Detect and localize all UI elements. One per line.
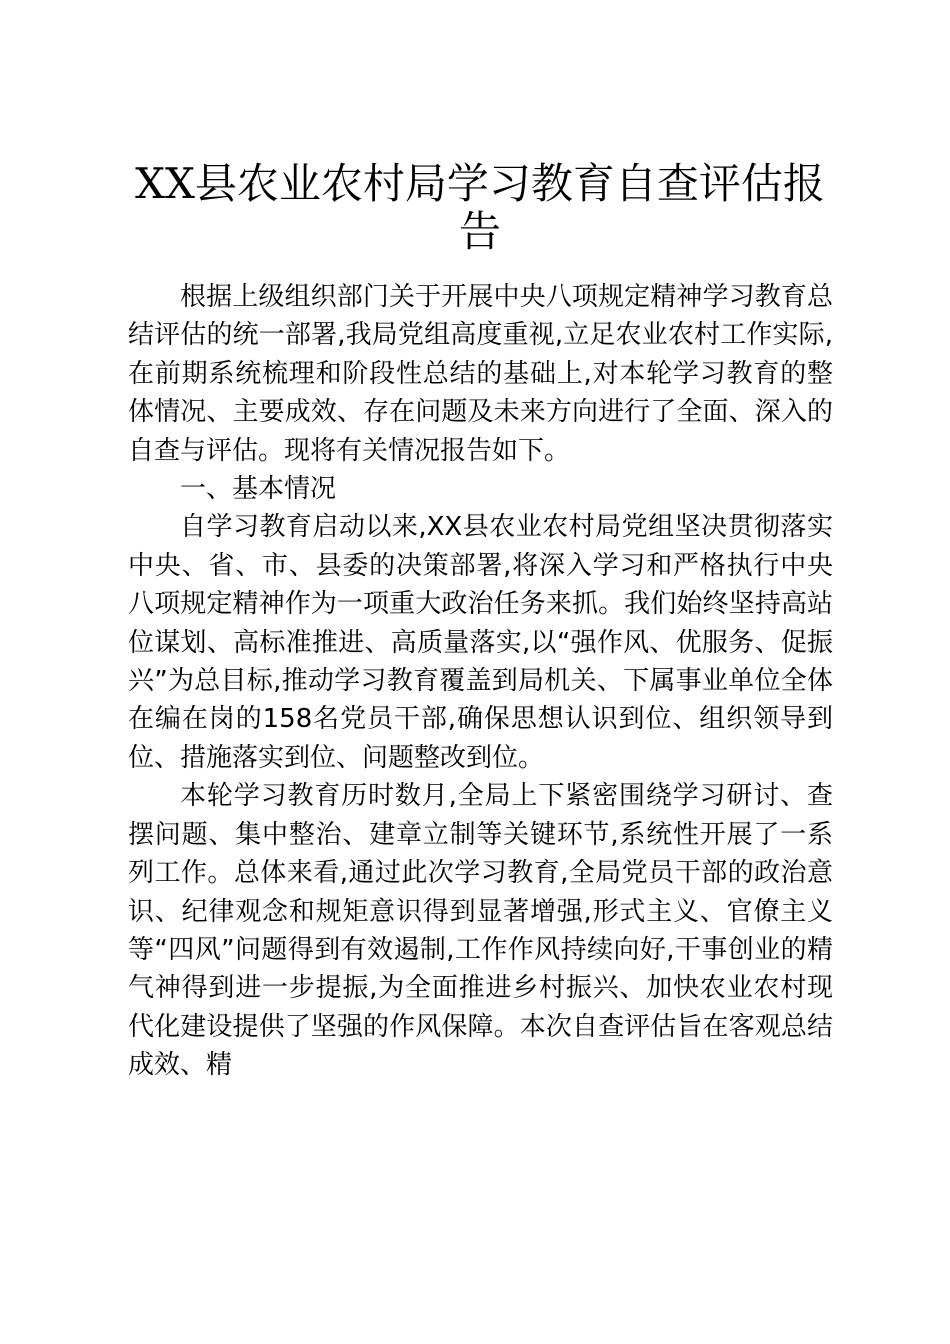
section-heading-basic-situation: 一、基本情况 — [180, 474, 337, 505]
document-body — [128, 278, 833, 1085]
intro-paragraph: 根据上级组织部门关于开展中央八项规定精神学习教育总结评估的统一部署,我局党组高度重视,立足农业农村工作实际,在前期系统梳理和阶段性总结的基础上,对本轮学习教育的整体情况、主要成效、存在问题及未来方向进行了全面、深入的自查与评估。现将有关情况报告如下。 — [128, 282, 833, 466]
basic-situation-paragraph: 自学习教育启动以来,XX县农业农村局党组坚决贯彻落实中央、省、市、县委的决策部署,将深入学习和严格执行中央八项规定精神作为一项重大政治任务来抓。我们始终坚持高站位谋划、高标准推进、高质量落实,以“强作风、优服务、促振兴”为总目标,推动学习教育覆盖到局机关、下属事业单位全体在编在岗的158名党员干部,确保思想认识到位、组织领导到位、措施落实到位、问题整改到位。 — [128, 512, 833, 773]
document-title: XX县农业农村局学习教育自查评估报告 — [135, 159, 825, 256]
summary-paragraph: 本轮学习教育历时数月,全局上下紧密围绕学习研讨、查摆问题、集中整治、建章立制等关键环节,系统性开展了一系列工作。总体来看,通过此次学习教育,全局党员干部的政治意识、纪律观念和规矩意识得到显著增强,形式主义、官僚主义等“四风”问题得到有效遏制,工作作风持续向好,干事创业的精气神得到进一步提振,为全面推进乡村振兴、加快农业农村现代化建设提供了坚强的作风保障。本次自查评估旨在客观总结成效、精 — [128, 781, 833, 1081]
